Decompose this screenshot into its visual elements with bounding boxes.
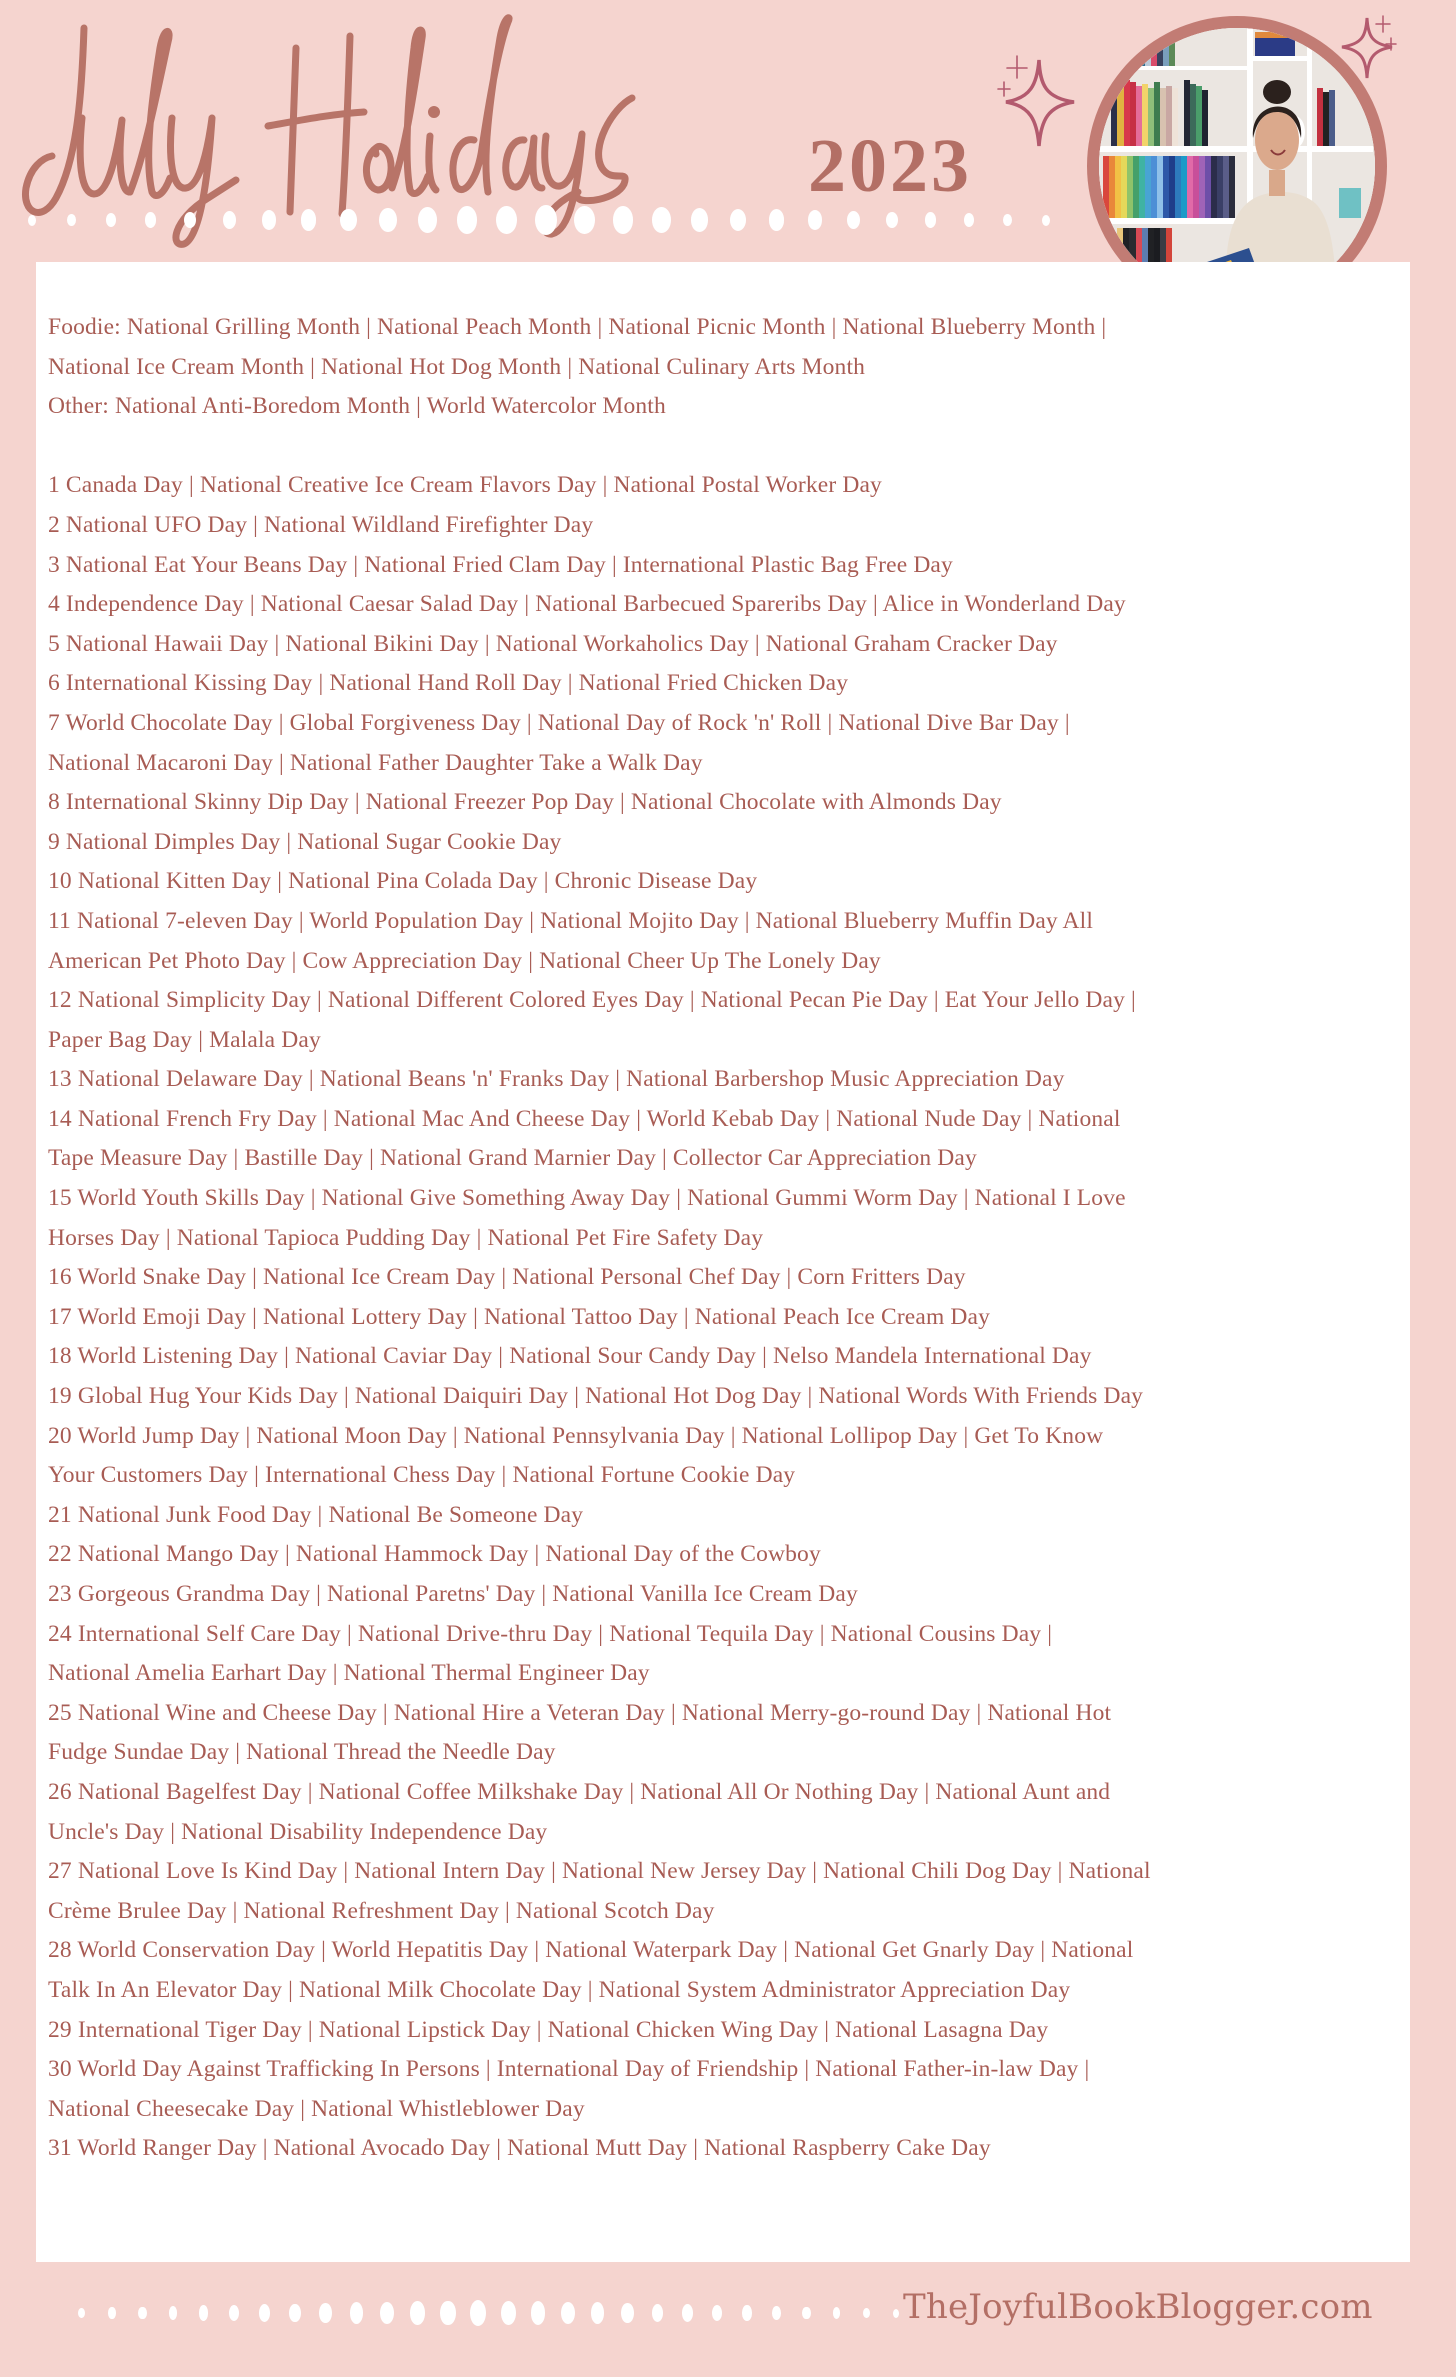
- decorative-dot: [410, 2301, 425, 2325]
- decorative-dot: [925, 212, 936, 227]
- day-line: 19 Global Hug Your Kids Day | National Daiquiri Day | National Hot Dog Day | National Words With Friends Day: [48, 1383, 1144, 1410]
- decorative-dot: [652, 2304, 664, 2323]
- day-line: 11 National 7-eleven Day | World Population Day | National Mojito Day | National Blueberry Muffin Day All: [48, 907, 1094, 934]
- decorative-dot: [138, 2307, 146, 2320]
- day-line: 9 National Dimples Day | National Sugar Cookie Day: [48, 828, 562, 855]
- decorative-dot: [742, 2305, 752, 2320]
- holiday-list: [48, 308, 1398, 2169]
- day-line: 25 National Wine and Cheese Day | National Hire a Veteran Day | National Merry-go-round Day | National Hot: [48, 1699, 1112, 1726]
- day-line: 3 National Eat Your Beans Day | National Fried Clam Day | International Plastic Bag Free Day: [48, 551, 953, 578]
- decorative-dot: [808, 210, 822, 230]
- decorative-dot: [964, 213, 974, 227]
- section-spacer: [48, 427, 1398, 467]
- day-line: 29 International Tiger Day | National Lipstick Day | National Chicken Wing Day | National Lasagna Day: [48, 2016, 1049, 2043]
- decorative-dot: [501, 2301, 516, 2326]
- decorative-dot: [379, 208, 397, 232]
- day-line: 16 World Snake Day | National Ice Cream Day | National Personal Chef Day | Corn Fritters Day: [48, 1264, 966, 1291]
- decorative-dot: [535, 205, 557, 235]
- website-link[interactable]: TheJoyfulBookBlogger.com: [903, 2287, 1373, 2327]
- day-line: 30 World Day Against Trafficking In Persons | International Day of Friendship | National Father-in-law Day |: [48, 2056, 1090, 2083]
- day-line: 6 International Kissing Day | National Hand Roll Day | National Fried Chicken Day: [48, 670, 849, 697]
- decorative-dot: [440, 2301, 455, 2326]
- day-line: 17 World Emoji Day | National Lottery Day | National Tattoo Day | National Peach Ice Cream Day: [48, 1303, 991, 1330]
- decorative-dot: [621, 2303, 633, 2323]
- decorative-dot: [496, 206, 517, 235]
- day-line: 27 National Love Is Kind Day | National Intern Day | National New Jersey Day | National Chili Dog Day | National: [48, 1858, 1151, 1885]
- day-line: 23 Gorgeous Grandma Day | National Paretns' Day | National Vanilla Ice Cream Day: [48, 1581, 858, 1607]
- decorative-dot: [145, 212, 156, 227]
- day-line: 7 World Chocolate Day | Global Forgiveness Day | National Day of Rock 'n' Roll | National Dive Bar Day |: [48, 709, 1070, 736]
- day-line: 1 Canada Day | National Creative Ice Cream Flavors Day | National Postal Worker Day: [48, 472, 882, 499]
- monthly-observances: [48, 308, 1398, 427]
- day-line: 28 World Conservation Day | World Hepatitis Day | National Waterpark Day | National Get Gnarly Day | National: [48, 1937, 1134, 1964]
- decorative-dot: [682, 2304, 693, 2322]
- day-line: American Pet Photo Day | Cow Appreciation Day | National Cheer Up The Lonely Day: [48, 947, 881, 974]
- day-line: National Cheesecake Day | National Whistleblower Day: [48, 2095, 585, 2122]
- day-line: 26 National Bagelfest Day | National Coffee Milkshake Day | National All Or Nothing Day | National Aunt and: [48, 1778, 1111, 1805]
- daily-observances: [48, 466, 1398, 2169]
- decorative-dot: [772, 2306, 781, 2320]
- day-line: Fudge Sundae Day | National Thread the Needle Day: [48, 1739, 556, 1766]
- decorative-dot: [833, 2307, 840, 2318]
- decorative-dot: [531, 2301, 546, 2325]
- decorative-dot: [802, 2307, 810, 2320]
- decorative-dot: [847, 211, 860, 229]
- day-line: 5 National Hawaii Day | National Bikini Day | National Workaholics Day | National Graham Cracker Day: [48, 630, 1058, 657]
- decorative-dot: [223, 211, 236, 229]
- decorative-dot: [350, 2302, 363, 2323]
- decorative-dot: [301, 209, 317, 230]
- day-line: 15 World Youth Skills Day | National Give Something Away Day | National Gummi Worm Day | National I Love: [48, 1185, 1126, 1212]
- day-line: Tape Measure Day | Bastille Day | National Grand Marnier Day | Collector Car Appreciation Day: [48, 1145, 977, 1172]
- day-line: 12 National Simplicity Day | National Different Colored Eyes Day | National Pecan Pie Day | Eat Your Jello Day |: [48, 987, 1136, 1014]
- decorative-dot: [380, 2302, 394, 2324]
- day-line: Uncle's Day | National Disability Independence Day: [48, 1818, 548, 1845]
- decorative-dot: [169, 2306, 178, 2320]
- decorative-dot: [652, 207, 671, 233]
- day-line: Paper Bag Day | Malala Day: [48, 1026, 321, 1053]
- day-line: Crème Brulee Day | National Refreshment Day | National Scotch Day: [48, 1897, 715, 1924]
- decorative-dot: [613, 206, 633, 233]
- decorative-dot: [259, 2304, 270, 2322]
- sparkle-icon: [990, 40, 1090, 160]
- decorative-dot: [863, 2308, 870, 2318]
- day-line: National Amelia Earhart Day | National Thermal Engineer Day: [48, 1660, 650, 1687]
- day-line: 31 World Ranger Day | National Avocado Day | National Mutt Day | National Raspberry Cake Day: [48, 2135, 991, 2162]
- day-line: 21 National Junk Food Day | National Be Someone Day: [48, 1501, 584, 1528]
- decorative-dot: [108, 2307, 115, 2318]
- day-line: 18 World Listening Day | National Caviar Day | National Sour Candy Day | Nelso Mandela International Day: [48, 1343, 1092, 1370]
- month-line: Other: National Anti-Boredom Month | World Watercolor Month: [48, 393, 666, 420]
- decorative-dot-row-bottom: [78, 2300, 923, 2326]
- decorative-dot: [289, 2304, 301, 2323]
- day-line: Talk In An Elevator Day | National Milk Chocolate Day | National System Administrator Appreciation Day: [48, 1976, 1071, 2003]
- decorative-dot: [1003, 214, 1012, 226]
- month-line: National Ice Cream Month | National Hot Dog Month | National Culinary Arts Month: [48, 353, 866, 380]
- day-line: National Macaroni Day | National Father Daughter Take a Walk Day: [48, 749, 703, 776]
- decorative-dot: [28, 215, 36, 226]
- day-line: 24 International Self Care Day | National Drive-thru Day | National Tequila Day | National Cousins Day |: [48, 1620, 1053, 1647]
- decorative-dot: [319, 2303, 331, 2323]
- decorative-dot: [67, 214, 76, 226]
- decorative-dot: [78, 2308, 85, 2318]
- decorative-dot: [893, 2309, 899, 2318]
- day-line: Horses Day | National Tapioca Pudding Day | National Pet Fire Safety Day: [48, 1224, 764, 1251]
- day-line: 13 National Delaware Day | National Beans 'n' Franks Day | National Barbershop Music Appreciation Day: [48, 1066, 1065, 1093]
- decorative-dot: [730, 209, 747, 232]
- decorative-dot: [591, 2302, 604, 2323]
- decorative-dot: [229, 2305, 239, 2321]
- decorative-dot: [470, 2300, 486, 2326]
- decorative-dot: [886, 212, 898, 229]
- decorative-dot: [340, 209, 357, 232]
- day-line: 20 World Jump Day | National Moon Day | National Pennsylvania Day | National Lollipop Day | Get To Know: [48, 1422, 1104, 1449]
- decorative-dot: [184, 212, 196, 229]
- decorative-dot: [199, 2305, 209, 2320]
- decorative-dot: [712, 2305, 722, 2321]
- decorative-dot: [561, 2302, 575, 2324]
- title-text: [32, 48, 39, 49]
- content-card: [36, 262, 1410, 2262]
- decorative-dot: [769, 209, 785, 230]
- year-label: 2023: [808, 124, 972, 208]
- decorative-dot: [262, 210, 276, 230]
- day-line: 14 National French Fry Day | National Mac And Cheese Day | World Kebab Day | National Nude Day | National: [48, 1105, 1121, 1132]
- month-line: Foodie: National Grilling Month | National Peach Month | National Picnic Month | National Blueberry Month |: [48, 314, 1107, 340]
- decorative-dot: [457, 206, 477, 233]
- day-line: 22 National Mango Day | National Hammock Day | National Day of the Cowboy: [48, 1541, 821, 1568]
- day-line: 4 Independence Day | National Caesar Salad Day | National Barbecued Spareribs Day | Alice in Wonderland Day: [48, 591, 1126, 618]
- day-line: 8 International Skinny Dip Day | National Freezer Pop Day | National Chocolate with Almonds Day: [48, 789, 1002, 816]
- day-line: 10 National Kitten Day | National Pina Colada Day | Chronic Disease Day: [48, 868, 758, 895]
- decorative-dot: [106, 213, 116, 227]
- day-line: Your Customers Day | International Chess Day | National Fortune Cookie Day: [48, 1462, 796, 1489]
- decorative-dot: [1042, 215, 1050, 226]
- decorative-dot: [418, 207, 437, 233]
- day-line: 2 National UFO Day | National Wildland Firefighter Day: [48, 511, 594, 538]
- decorative-dot: [691, 208, 709, 232]
- decorative-dot: [574, 206, 595, 235]
- decorative-dot-row-top: [28, 205, 1081, 235]
